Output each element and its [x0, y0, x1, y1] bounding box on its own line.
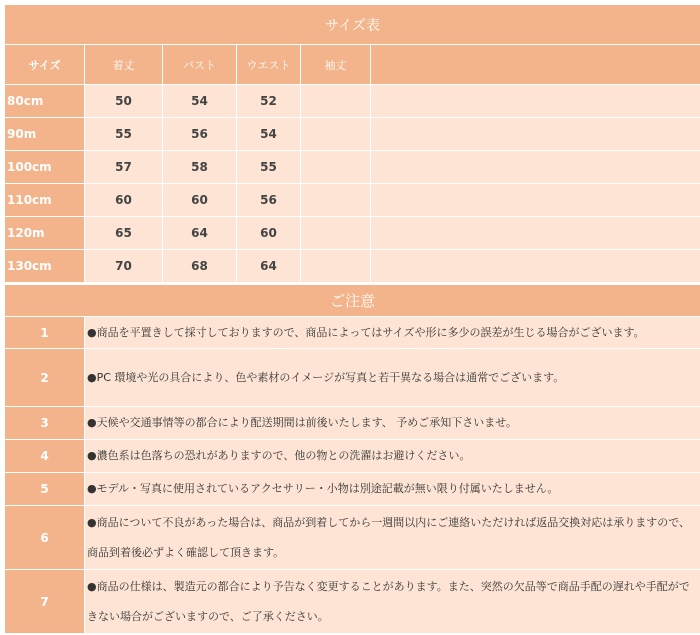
- note-row: [5, 317, 700, 349]
- size-label: 80cm: [5, 85, 85, 118]
- empty-cell: [371, 250, 700, 283]
- note-number: 1: [5, 317, 85, 349]
- size-table-title: サイズ表: [5, 5, 700, 45]
- size-label: 100cm: [5, 151, 85, 184]
- note-text: ●商品の仕様は、製造元の都合により予告なく変更することがあります。また、突然の欠品等で商品手配の遅れや手配ができない場合がございますので、ご了承ください。: [85, 570, 700, 634]
- sleeve-value: [301, 250, 371, 283]
- note-row: [5, 349, 700, 407]
- empty-cell: [371, 184, 700, 217]
- bust-value: 68: [163, 250, 237, 283]
- note-row: [5, 440, 700, 473]
- bust-value: 56: [163, 118, 237, 151]
- note-text: ●濃色系は色落ちの恐れがありますので、他の物との洗濯はお避けください。: [85, 440, 700, 473]
- note-text: ●商品について不良があった場合は、商品が到着してから一週間以内にご連絡いただければ返品交換対応は承りますので、商品到着後必ずよく確認して頂きます。: [85, 506, 700, 570]
- note-row: [5, 570, 700, 634]
- note-row: [5, 506, 700, 570]
- header-empty: [371, 45, 700, 85]
- waist-value: 54: [237, 118, 301, 151]
- note-text: ●モデル・写真に使用されているアクセサリー・小物は別途記載が無い限り付属いたしません。: [85, 473, 700, 506]
- header-length: 着丈: [85, 45, 163, 85]
- table-row: [5, 151, 700, 184]
- bust-value: 60: [163, 184, 237, 217]
- note-number: 4: [5, 440, 85, 473]
- length-value: 70: [85, 250, 163, 283]
- note-row: [5, 407, 700, 440]
- size-label: 120m: [5, 217, 85, 250]
- size-label: 110cm: [5, 184, 85, 217]
- notes-title: ご注意: [5, 285, 700, 317]
- empty-cell: [371, 217, 700, 250]
- header-waist: ウエスト: [237, 45, 301, 85]
- table-row: [5, 217, 700, 250]
- table-row: [5, 250, 700, 283]
- sleeve-value: [301, 184, 371, 217]
- note-number: 3: [5, 407, 85, 440]
- table-row: [5, 184, 700, 217]
- length-value: 65: [85, 217, 163, 250]
- table-row: [5, 85, 700, 118]
- header-size: サイズ: [5, 45, 85, 85]
- sleeve-value: [301, 151, 371, 184]
- waist-value: 55: [237, 151, 301, 184]
- bust-value: 58: [163, 151, 237, 184]
- sleeve-value: [301, 85, 371, 118]
- waist-value: 60: [237, 217, 301, 250]
- note-text: ●商品を平置きして採寸しておりますので、商品によってはサイズや形に多少の誤差が生じる場合がございます。: [85, 317, 700, 349]
- note-row: [5, 473, 700, 506]
- length-value: 55: [85, 118, 163, 151]
- table-row: [5, 118, 700, 151]
- waist-value: 56: [237, 184, 301, 217]
- header-bust: バスト: [163, 45, 237, 85]
- note-number: 5: [5, 473, 85, 506]
- size-label: 130cm: [5, 250, 85, 283]
- notes-table: [4, 284, 700, 634]
- note-text: ●天候や交通事情等の都合により配送期間は前後いたします、 予めご承知下さいませ。: [85, 407, 700, 440]
- note-number: 6: [5, 506, 85, 570]
- length-value: 60: [85, 184, 163, 217]
- length-value: 57: [85, 151, 163, 184]
- empty-cell: [371, 118, 700, 151]
- waist-value: 52: [237, 85, 301, 118]
- waist-value: 64: [237, 250, 301, 283]
- note-number: 7: [5, 570, 85, 634]
- length-value: 50: [85, 85, 163, 118]
- header-sleeve: 袖丈: [301, 45, 371, 85]
- note-number: 2: [5, 349, 85, 407]
- size-table: [4, 4, 700, 283]
- note-text: ●PC 環境や光の具合により、色や素材のイメージが写真と若干異なる場合は通常でございます。: [85, 349, 700, 407]
- bust-value: 54: [163, 85, 237, 118]
- empty-cell: [371, 85, 700, 118]
- size-table-header-row: [5, 45, 700, 85]
- empty-cell: [371, 151, 700, 184]
- bust-value: 64: [163, 217, 237, 250]
- sleeve-value: [301, 217, 371, 250]
- size-label: 90m: [5, 118, 85, 151]
- sleeve-value: [301, 118, 371, 151]
